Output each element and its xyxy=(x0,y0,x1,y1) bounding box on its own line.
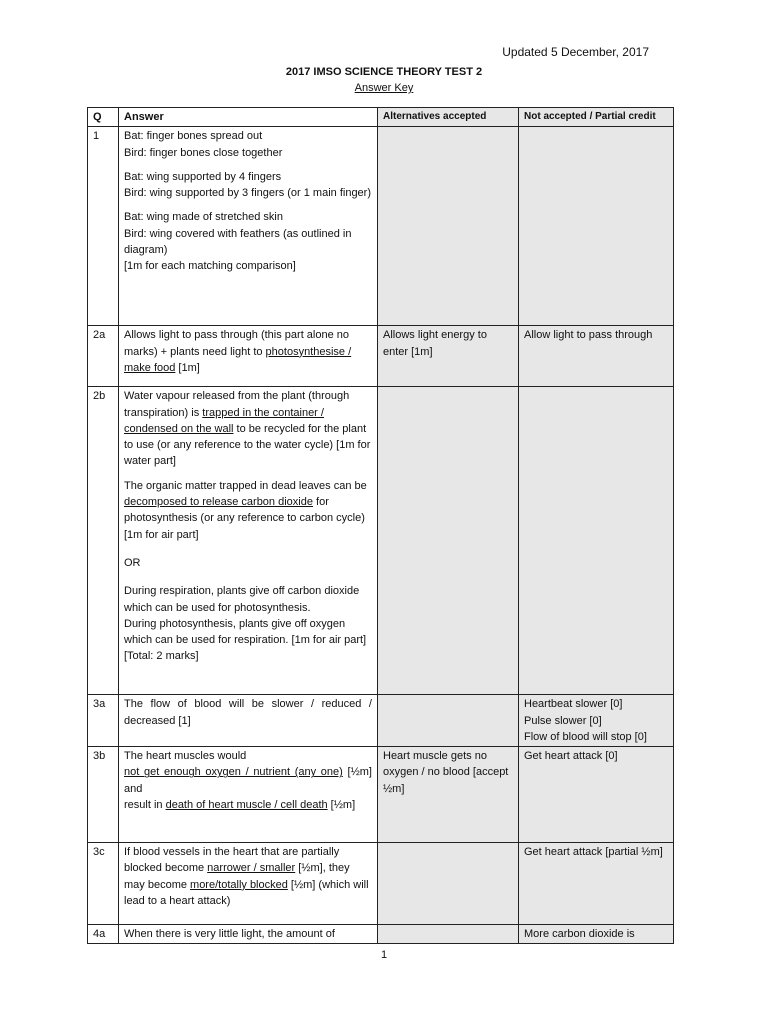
question-number: 2a xyxy=(88,326,119,387)
alternatives-cell xyxy=(378,695,519,747)
answer-text: result in xyxy=(124,799,166,812)
not-accepted-cell: Get heart attack [partial ½m] xyxy=(519,843,674,925)
question-number: 1 xyxy=(88,127,119,326)
not-accepted-line: Pulse slower [0] xyxy=(524,714,602,727)
answer-cell xyxy=(119,326,378,387)
page-number: 1 xyxy=(380,949,388,961)
page-subtitle: Answer Key xyxy=(354,82,414,94)
question-number: 4a xyxy=(88,925,119,944)
answer-text: [½m] xyxy=(327,799,356,812)
header-alternatives: Alternatives accepted xyxy=(378,108,519,127)
answer-cell xyxy=(119,843,378,925)
not-accepted-cell xyxy=(519,695,674,747)
answer-key-phrase: decomposed to release carbon dioxide xyxy=(124,496,313,509)
answer-cell xyxy=(119,747,378,843)
answer-line: Bird: finger bones close together xyxy=(124,146,283,159)
or-separator: OR xyxy=(124,556,141,569)
answer-line: Bird: wing supported by 3 fingers (or 1 main finger) xyxy=(124,187,372,200)
answer-cell: When there is very little light, the amount of xyxy=(119,925,378,944)
table-row-q3b xyxy=(88,747,674,843)
answer-text: [½m], they may become xyxy=(124,862,350,891)
answer-cell xyxy=(119,387,378,695)
answer-cell: The flow of blood will be slower / reduced / decreased [1] xyxy=(119,695,378,747)
answer-key-phrase: trapped in the container / condensed on the wall xyxy=(124,406,324,435)
table-row-q4a xyxy=(88,925,674,944)
answer-line: Bird: wing covered with feathers (as outlined in diagram) xyxy=(124,227,352,257)
alternatives-cell xyxy=(378,387,519,695)
alternatives-cell: Allows light energy to enter [1m] xyxy=(378,326,519,387)
answer-line: During photosynthesis, plants give off oxygen which can be used for respiration. [1m for air part] xyxy=(124,617,367,647)
answer-key-table xyxy=(87,107,674,944)
not-accepted-cell: Allow light to pass through xyxy=(519,326,674,387)
alternatives-cell xyxy=(378,127,519,326)
header-q: Q xyxy=(88,108,119,127)
table-row-q2b xyxy=(88,387,674,695)
not-accepted-line: Heartbeat slower [0] xyxy=(524,698,623,711)
table-row-q3c xyxy=(88,843,674,925)
answer-text: Water vapour released from the plant (through transpiration) is xyxy=(124,390,350,419)
not-accepted-cell: More carbon dioxide is xyxy=(519,925,674,944)
alternatives-cell: Heart muscle gets no oxygen / no blood [accept ½m] xyxy=(378,747,519,843)
table-row-q3a xyxy=(88,695,674,747)
answer-text: for photosynthesis (or any reference to carbon cycle) [1m for air part] xyxy=(124,496,365,541)
question-number: 2b xyxy=(88,387,119,695)
answer-line: Bat: wing made of stretched skin xyxy=(124,211,283,224)
not-accepted-line: Flow of blood will stop [0] xyxy=(524,730,647,743)
answer-text: If blood vessels in the heart that are partially blocked become xyxy=(124,846,340,875)
table-row-q1 xyxy=(88,127,674,326)
page-title: 2017 IMSO SCIENCE THEORY TEST 2 xyxy=(285,66,483,78)
header-answer: Answer xyxy=(119,108,378,127)
answer-line: Bat: finger bones spread out xyxy=(124,130,263,143)
answer-text: [½m] (which will lead to a heart attack) xyxy=(124,878,369,908)
answer-text: The organic matter trapped in dead leaves can be xyxy=(124,479,367,492)
answer-key-phrase: death of heart muscle / cell death xyxy=(165,799,328,812)
answer-text: [½m] and xyxy=(124,766,372,795)
question-number: 3b xyxy=(88,747,119,843)
not-accepted-cell xyxy=(519,127,674,326)
not-accepted-cell xyxy=(519,387,674,695)
not-accepted-cell: Get heart attack [0] xyxy=(519,747,674,843)
answer-line: During respiration, plants give off carbon dioxide which can be used for photosynthesis. xyxy=(124,585,360,614)
answer-line: Bat: wing supported by 4 fingers xyxy=(124,170,282,183)
answer-text: to be recycled for the plant to use (or any reference to the water cycle) [1m for water part] xyxy=(124,422,371,468)
answer-line: The heart muscles would xyxy=(124,750,247,763)
updated-date: Updated 5 December, 2017 xyxy=(502,45,649,59)
answer-line: [Total: 2 marks] xyxy=(124,650,199,663)
alternatives-cell xyxy=(378,925,519,944)
answer-key-phrase: more/totally blocked xyxy=(190,878,288,891)
header-not-accepted: Not accepted / Partial credit xyxy=(519,108,674,127)
answer-key-phrase: photosynthesise / make food xyxy=(124,345,352,374)
alternatives-cell xyxy=(378,843,519,925)
answer-line: [1m for each matching comparison] xyxy=(124,260,296,273)
answer-key-phrase: narrower / smaller xyxy=(207,862,296,875)
question-number: 3a xyxy=(88,695,119,747)
answer-key-phrase: not get enough oxygen / nutrient (any one) xyxy=(124,766,343,779)
answer-text: Allows light to pass through (this part alone no marks) + plants need light to xyxy=(124,329,350,358)
answer-cell xyxy=(119,127,378,326)
question-number: 3c xyxy=(88,843,119,925)
answer-text: [1m] xyxy=(175,361,200,374)
table-row-q2a xyxy=(88,326,674,387)
table-header-row xyxy=(88,108,674,127)
